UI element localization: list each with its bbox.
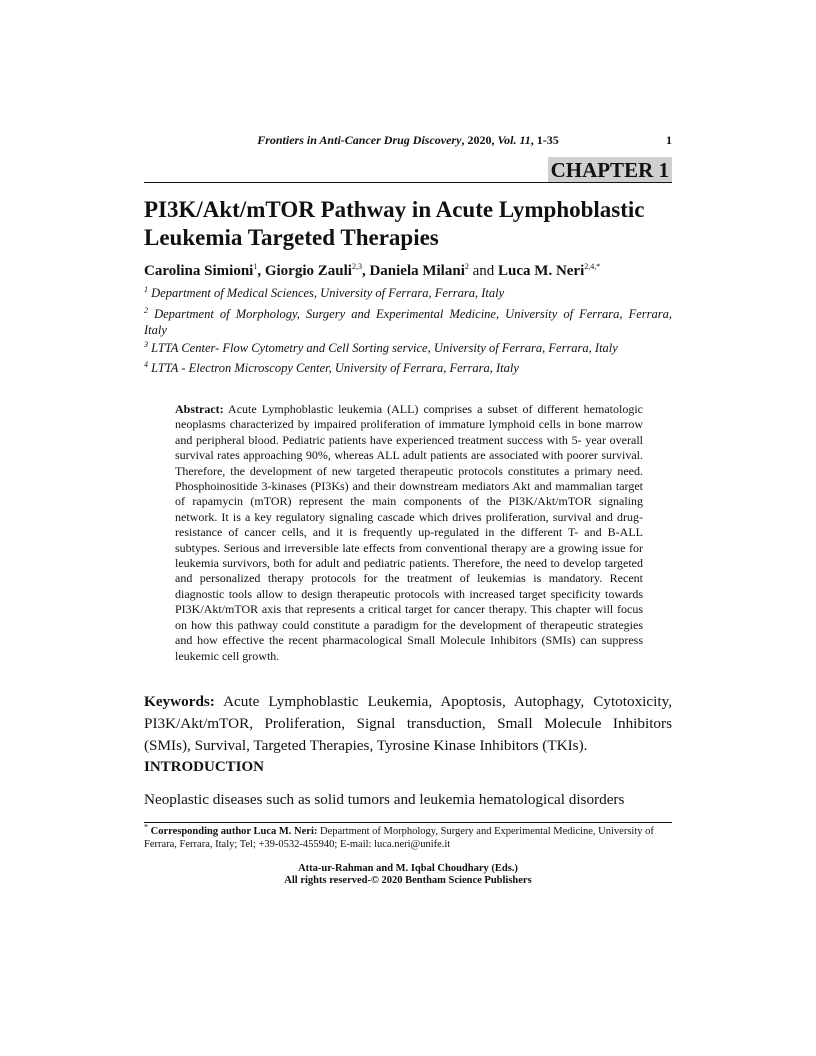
affiliation-3 <box>144 340 672 356</box>
section-heading: INTRODUCTION <box>144 759 265 775</box>
affiliation-2 <box>144 306 672 338</box>
abstract-text: Acute Lymphoblastic leukemia (ALL) comprises a subset of different hematologic neoplasms characterized by impaired proliferation of immature lymphoid cells in bone marrow and peripheral blood. Pediatric patients have experienced treatment success with 5- year overall survival rates approaching 90%, whereas ALL adult patients are associated with poorer survival. Therefore, the development of new targeted therapeutic protocols constitutes a primary need. Phosphoinositide 3-kinases (PI3Ks) and their downstream mediators Akt and mammalian target of rapamycin (mTOR) represent the main components of the PI3K/Akt/mTOR signaling network. It is a key regulatory signaling cascade which drives proliferation, survival and drug-resistance of cancer cells, and it is frequently up-regulated in the different T- and B-ALL subtypes. Serious and irreversible late effects from conventional therapy are a growing issue for leukemia survivors, both for adult and pediatric patients. Therefore, the need to develop targeted and personalized therapy protocols for the treatment of leukemias is mandatory. Recent diagnostic tools allow to design therapeutic protocols with increased target specificity towards PI3K/Akt/mTOR axis that represents a critical target for cancer therapy. This chapter will focus on how this pathway could constitute a paradigm for the development of therapeutic strategies and how effective the recent pharmacological Small Molecule Inhibitors (SMIs) can suppress leukemic cell growth. <box>175 402 643 663</box>
affiliation-text: Department of Medical Sciences, University of Ferrara, Ferrara, Italy <box>151 286 505 300</box>
affiliation-sup: 3 <box>144 339 148 349</box>
header-year: , 2020, <box>461 133 498 147</box>
running-header <box>144 133 672 148</box>
author-separator: , <box>257 263 265 279</box>
affiliation-text: LTTA - Electron Microscopy Center, University of Ferrara, Ferrara, Italy <box>151 361 519 375</box>
keywords-text: Acute Lymphoblastic Leukemia, Apoptosis, Autophagy, Cytotoxicity, PI3K/Akt/mTOR, Proliferation, Signal transduction, Small Molecule Inhibitors (SMIs), Survival, Targeted Therapies, Tyrosine Kinase Inhibitors (TKIs). <box>144 693 672 754</box>
author-name: Daniela Milani <box>369 263 465 279</box>
abstract <box>175 402 643 664</box>
chapter-title <box>144 196 672 252</box>
author-affil-sup: 1 <box>253 262 258 271</box>
footnote-rule <box>144 822 672 823</box>
footnote-label: Corresponding author Luca M. Neri: <box>150 826 318 837</box>
header-pages: , 1-35 <box>530 133 559 147</box>
footnote-marker: * <box>144 822 148 832</box>
chapter-label: CHAPTER 1 <box>548 157 672 182</box>
affiliation-sup: 2 <box>144 305 148 315</box>
author-separator: , <box>361 263 370 279</box>
author-separator: and <box>468 263 499 279</box>
page-number: 1 <box>666 133 672 147</box>
footnote <box>144 822 672 851</box>
footnote-text: Department of Morphology, Surgery and Experimental Medicine, University of Ferrara, Ferrara, Italy; Tel; +39-0532-455940; E-mail: luca.neri@unife.it <box>144 826 654 850</box>
author-name: Giorgio Zauli <box>264 263 352 279</box>
affiliation-1 <box>144 285 672 301</box>
body-text: Neoplastic diseases such as solid tumors and leukemia hematological disorders <box>144 791 625 808</box>
keywords <box>144 691 672 757</box>
title-line-1: PI3K/Akt/mTOR Pathway in Acute Lymphoblastic <box>144 197 645 222</box>
journal-name: Frontiers in Anti-Cancer Drug Discovery <box>257 133 462 147</box>
author-name: Luca M. Neri <box>498 263 585 279</box>
author-list <box>144 263 672 280</box>
keywords-label: Keywords: <box>144 693 215 710</box>
affiliation-text: Department of Morphology, Surgery and Experimental Medicine, University of Ferrara, Ferrara, Italy <box>144 307 673 337</box>
publisher-info <box>144 863 672 887</box>
title-line-2: Leukemia Targeted Therapies <box>144 225 439 250</box>
affiliation-sup: 1 <box>144 284 148 294</box>
author-affil-sup: 2,3 <box>351 262 362 271</box>
header-rule <box>144 182 672 183</box>
affiliation-sup: 4 <box>144 359 148 369</box>
author-affil-sup: 2 <box>464 262 469 271</box>
copyright-line: All rights reserved-© 2020 Bentham Science Publishers <box>284 875 532 886</box>
header-volume: Vol. 11 <box>497 133 531 147</box>
editors-line: Atta-ur-Rahman and M. Iqbal Choudhary (Eds.) <box>298 863 518 874</box>
author-name: Carolina Simioni <box>144 263 254 279</box>
author-affil-sup: 2,4,* <box>584 262 601 271</box>
affiliation-text: LTTA Center- Flow Cytometry and Cell Sorting service, University of Ferrara, Ferrara, Italy <box>151 341 618 355</box>
affiliation-4 <box>144 360 672 376</box>
abstract-label: Abstract: <box>175 402 224 416</box>
